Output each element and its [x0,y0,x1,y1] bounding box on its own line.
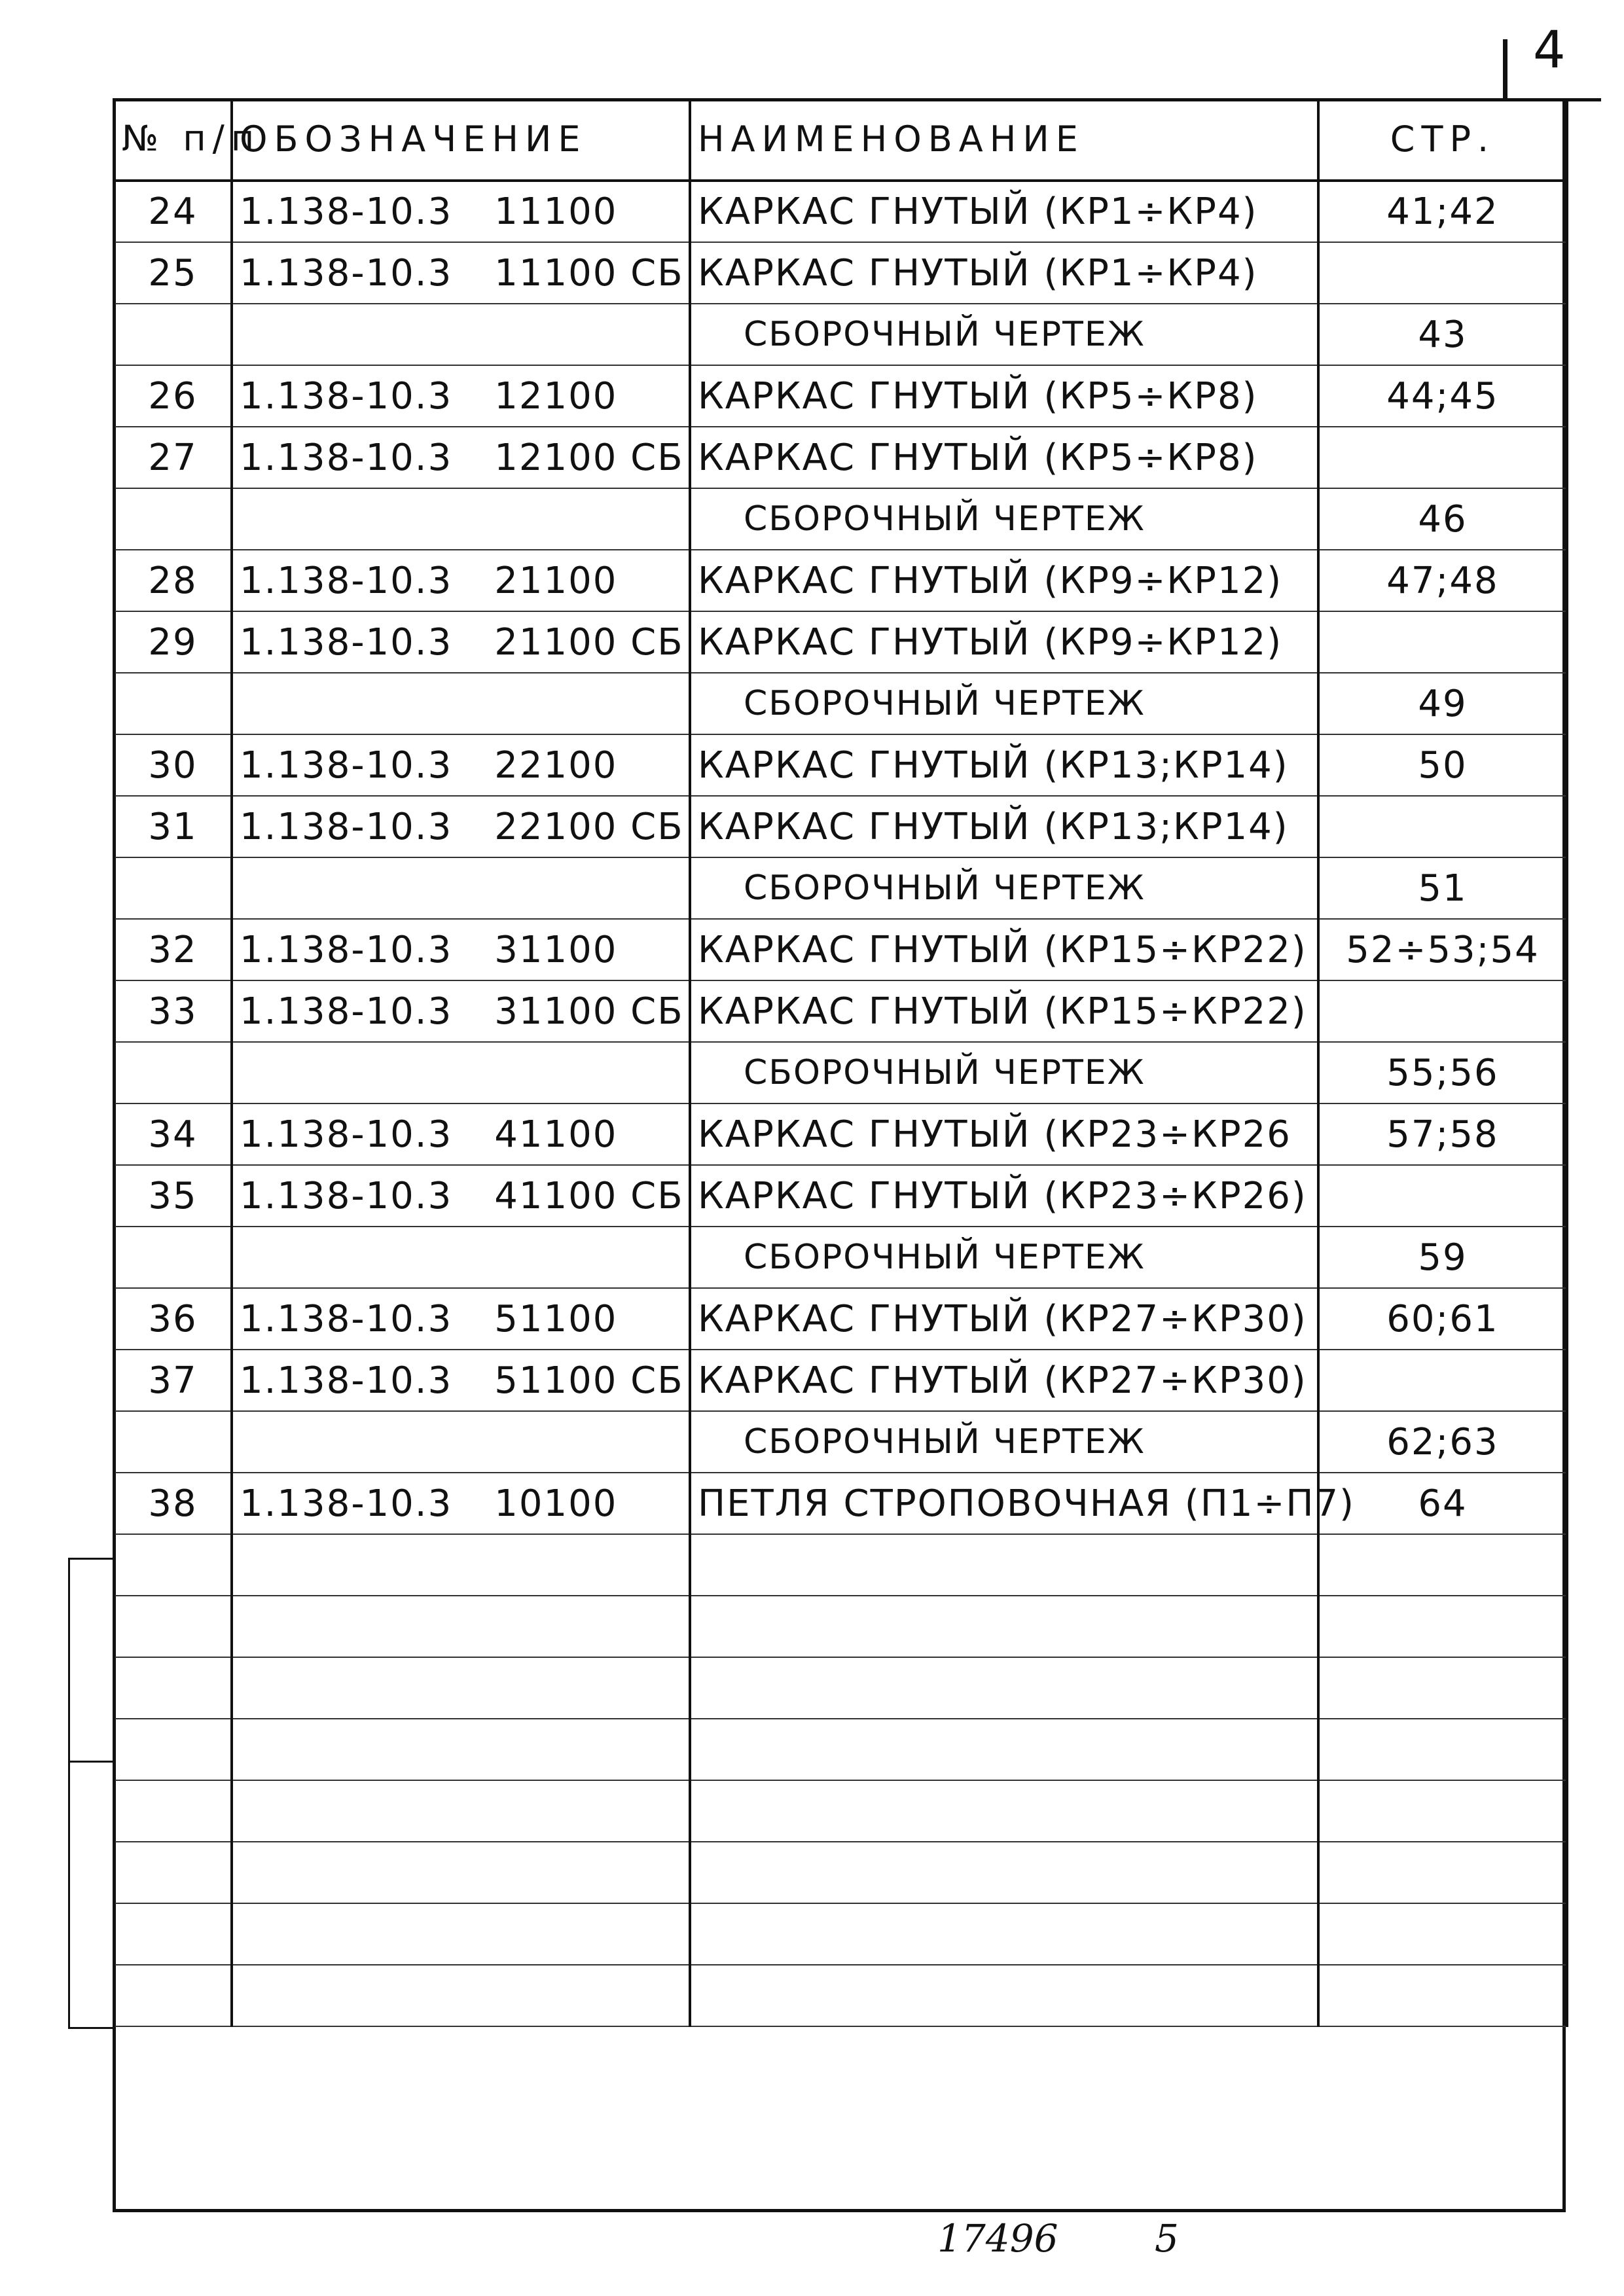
empty-row [114,1596,1567,1657]
row-series: 1.138-10.3 [240,744,453,787]
empty-cell [690,1780,1318,1842]
header-row [114,98,1567,181]
empty-cell [1318,1719,1567,1780]
row-page: 44;45 [1318,365,1567,427]
row-code: 41100 СБ [494,1174,684,1217]
row-page: 41;42 [1318,181,1567,242]
sheet-number: 4 [1533,21,1566,80]
row-number: 28 [114,550,232,611]
row-number [114,1227,232,1288]
row-number [114,488,232,550]
empty-cell [232,1780,690,1842]
empty-cell [690,1842,1318,1903]
row-code: 21100 СБ [494,620,684,664]
empty-cell [114,1842,232,1903]
contents-table [113,98,1568,2027]
header-name: НАИМЕНОВАНИЕ [690,98,1318,181]
empty-cell [114,1596,232,1657]
row-page: 64 [1318,1473,1567,1534]
empty-cell [690,1965,1318,2026]
row-designation [232,488,690,550]
table-row [114,1350,1567,1411]
row-name: КАРКАС ГНУТЫЙ (КР5÷КР8) [690,427,1318,488]
table-row [114,980,1567,1042]
row-code: 12100 СБ [494,436,684,479]
row-page: 46 [1318,488,1567,550]
row-page: 55;56 [1318,1042,1567,1103]
row-designation [232,611,690,673]
empty-row [114,1780,1567,1842]
row-name: КАРКАС ГНУТЫЙ (КР13;КР14) [690,734,1318,796]
row-name: КАРКАС ГНУТЫЙ (КР5÷КР8) [690,365,1318,427]
row-series: 1.138-10.3 [240,1359,453,1402]
row-series: 1.138-10.3 [240,805,453,848]
empty-cell [232,1719,690,1780]
row-name: КАРКАС ГНУТЫЙ (КР9÷КР12) [690,550,1318,611]
row-designation [232,1165,690,1227]
row-series: 1.138-10.3 [240,1482,453,1525]
row-name: КАРКАС ГНУТЫЙ (КР1÷КР4) [690,181,1318,242]
row-designation [232,550,690,611]
table-row [114,1473,1567,1534]
row-number: 32 [114,919,232,980]
empty-cell [1318,1903,1567,1965]
row-designation [232,919,690,980]
row-number: 33 [114,980,232,1042]
row-number [114,1042,232,1103]
empty-cell [114,1903,232,1965]
row-page: 59 [1318,1227,1567,1288]
row-code: 10100 [494,1482,618,1525]
footer-sheet-number: 5 [1155,2216,1179,2261]
row-designation [232,796,690,857]
row-number: 37 [114,1350,232,1411]
row-designation [232,857,690,919]
row-number: 36 [114,1288,232,1350]
row-name: СБОРОЧНЫЙ ЧЕРТЕЖ [690,304,1318,365]
empty-cell [1318,1965,1567,2026]
table-row [114,919,1567,980]
row-series: 1.138-10.3 [240,559,453,602]
empty-row [114,1657,1567,1719]
row-page: 50 [1318,734,1567,796]
table-row [114,1103,1567,1165]
table-row [114,796,1567,857]
row-name: КАРКАС ГНУТЫЙ (КР15÷КР22) [690,919,1318,980]
row-name: СБОРОЧНЫЙ ЧЕРТЕЖ [690,1411,1318,1473]
table-row [114,857,1567,919]
empty-cell [232,1596,690,1657]
row-number: 30 [114,734,232,796]
empty-row [114,1903,1567,1965]
table-row [114,427,1567,488]
row-series: 1.138-10.3 [240,990,453,1033]
row-page [1318,980,1567,1042]
sheet-number-bar [1503,39,1507,99]
table-row [114,488,1567,550]
row-series: 1.138-10.3 [240,620,453,664]
row-designation [232,980,690,1042]
row-name: КАРКАС ГНУТЫЙ (КР9÷КР12) [690,611,1318,673]
row-page: 43 [1318,304,1567,365]
table-body [114,181,1567,2026]
empty-cell [114,1657,232,1719]
row-designation [232,181,690,242]
header-num: № п/п [114,98,232,181]
row-code: 41100 [494,1113,618,1156]
row-code: 31100 [494,928,618,971]
empty-cell [1318,1534,1567,1596]
row-code: 11100 СБ [494,251,684,295]
row-series: 1.138-10.3 [240,374,453,418]
row-code: 22100 [494,744,618,787]
row-number [114,673,232,734]
table-row [114,304,1567,365]
row-code: 11100 [494,190,618,233]
row-series: 1.138-10.3 [240,436,453,479]
row-designation [232,242,690,304]
row-designation [232,1288,690,1350]
row-page: 57;58 [1318,1103,1567,1165]
row-name: КАРКАС ГНУТЫЙ (КР23÷КР26) [690,1165,1318,1227]
empty-cell [690,1903,1318,1965]
row-number: 24 [114,181,232,242]
empty-row [114,1534,1567,1596]
row-number: 29 [114,611,232,673]
table-row [114,1288,1567,1350]
row-page: 49 [1318,673,1567,734]
row-designation [232,365,690,427]
binding-strip [68,1558,113,2029]
table-row [114,1042,1567,1103]
table-row [114,1411,1567,1473]
row-number: 27 [114,427,232,488]
empty-cell [690,1534,1318,1596]
empty-cell [1318,1842,1567,1903]
row-code: 22100 СБ [494,805,684,848]
row-name: СБОРОЧНЫЙ ЧЕРТЕЖ [690,857,1318,919]
empty-row [114,1842,1567,1903]
table-row [114,734,1567,796]
row-number: 35 [114,1165,232,1227]
row-designation [232,304,690,365]
row-name: КАРКАС ГНУТЫЙ (КР15÷КР22) [690,980,1318,1042]
row-designation [232,1473,690,1534]
empty-cell [1318,1596,1567,1657]
row-name: КАРКАС ГНУТЫЙ (КР27÷КР30) [690,1350,1318,1411]
empty-row [114,1719,1567,1780]
empty-row [114,1965,1567,2026]
empty-cell [232,1657,690,1719]
empty-cell [690,1596,1318,1657]
row-number: 31 [114,796,232,857]
empty-cell [114,1965,232,2026]
row-page [1318,611,1567,673]
row-name: КАРКАС ГНУТЫЙ (КР13;КР14) [690,796,1318,857]
table-row [114,242,1567,304]
row-series: 1.138-10.3 [240,1174,453,1217]
row-name: ПЕТЛЯ СТРОПОВОЧНАЯ (П1÷П7) [690,1473,1318,1534]
empty-cell [114,1719,232,1780]
row-series: 1.138-10.3 [240,190,453,233]
table-row [114,181,1567,242]
table-row [114,1227,1567,1288]
empty-cell [114,1534,232,1596]
row-page: 47;48 [1318,550,1567,611]
row-designation [232,1103,690,1165]
row-code: 12100 [494,374,618,418]
row-designation [232,427,690,488]
row-number [114,304,232,365]
row-code: 51100 [494,1297,618,1340]
row-designation [232,734,690,796]
row-designation [232,1042,690,1103]
row-name: СБОРОЧНЫЙ ЧЕРТЕЖ [690,673,1318,734]
header-code: ОБОЗНАЧЕНИЕ [232,98,690,181]
row-number: 26 [114,365,232,427]
row-page [1318,427,1567,488]
empty-cell [114,1780,232,1842]
row-page [1318,242,1567,304]
empty-cell [232,1903,690,1965]
table-row [114,673,1567,734]
empty-cell [1318,1657,1567,1719]
table-row [114,611,1567,673]
row-number: 25 [114,242,232,304]
row-page: 52÷53;54 [1318,919,1567,980]
empty-cell [690,1657,1318,1719]
empty-cell [1318,1780,1567,1842]
row-name: КАРКАС ГНУТЫЙ (КР23÷КР26 [690,1103,1318,1165]
row-series: 1.138-10.3 [240,1297,453,1340]
row-designation [232,1411,690,1473]
row-code: 21100 [494,559,618,602]
row-name: СБОРОЧНЫЙ ЧЕРТЕЖ [690,1227,1318,1288]
empty-cell [232,1842,690,1903]
row-designation [232,673,690,734]
row-code: 51100 СБ [494,1359,684,1402]
row-name: СБОРОЧНЫЙ ЧЕРТЕЖ [690,488,1318,550]
row-number [114,1411,232,1473]
row-name: КАРКАС ГНУТЫЙ (КР27÷КР30) [690,1288,1318,1350]
row-designation [232,1227,690,1288]
row-series: 1.138-10.3 [240,928,453,971]
row-page: 51 [1318,857,1567,919]
binding-strip-divider [68,1761,113,1763]
table-row [114,365,1567,427]
empty-cell [690,1719,1318,1780]
footer-doc-number: 17496 [937,2216,1058,2261]
row-page [1318,796,1567,857]
row-page [1318,1350,1567,1411]
row-page: 60;61 [1318,1288,1567,1350]
row-series: 1.138-10.3 [240,251,453,295]
row-series: 1.138-10.3 [240,1113,453,1156]
table-row [114,1165,1567,1227]
row-number: 34 [114,1103,232,1165]
empty-cell [232,1534,690,1596]
row-code: 31100 СБ [494,990,684,1033]
row-name: КАРКАС ГНУТЫЙ (КР1÷КР4) [690,242,1318,304]
row-name: СБОРОЧНЫЙ ЧЕРТЕЖ [690,1042,1318,1103]
row-number: 38 [114,1473,232,1534]
row-designation [232,1350,690,1411]
empty-cell [232,1965,690,2026]
header-page: СТР. [1318,98,1567,181]
table-row [114,550,1567,611]
row-page: 62;63 [1318,1411,1567,1473]
row-page [1318,1165,1567,1227]
row-number [114,857,232,919]
